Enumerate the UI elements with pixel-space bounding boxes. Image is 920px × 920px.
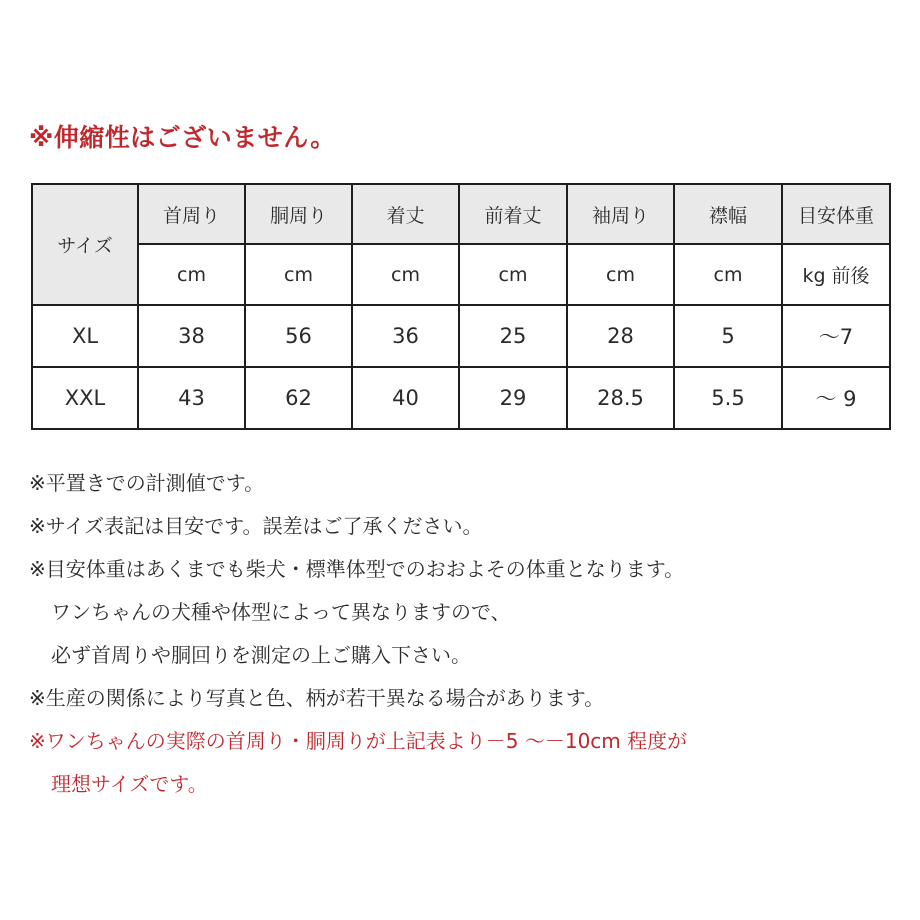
table-cell: 38 — [138, 305, 245, 367]
size-chart-table — [31, 183, 891, 430]
unit-cell: cm — [352, 244, 459, 305]
header-row — [32, 184, 890, 244]
unit-cell: cm — [459, 244, 567, 305]
unit-cell: kg 前後 — [782, 244, 890, 305]
table-cell: 25 — [459, 305, 567, 367]
table-row — [32, 367, 890, 429]
table-cell: 62 — [245, 367, 352, 429]
unit-cell: cm — [138, 244, 245, 305]
note-ideal-size: ※ワンちゃんの実際の首周り・胴周りが上記表より－5 ～－10cm 程度が — [29, 729, 688, 753]
table-cell: 43 — [138, 367, 245, 429]
table-cell: 56 — [245, 305, 352, 367]
table-cell: 40 — [352, 367, 459, 429]
size-label-cell: XXL — [32, 367, 138, 429]
unit-row — [32, 244, 890, 305]
table-cell: 5.5 — [674, 367, 782, 429]
column-header-collar: 襟幅 — [674, 184, 782, 244]
note-weight-guide: ※目安体重はあくまでも柴犬・標準体型でのおおよその体重となります。 — [29, 557, 685, 581]
unit-cell: cm — [674, 244, 782, 305]
table-cell: 29 — [459, 367, 567, 429]
unit-cell: cm — [567, 244, 674, 305]
table-cell: 36 — [352, 305, 459, 367]
column-header-front-length: 前着丈 — [459, 184, 567, 244]
note-color-variation: ※生産の関係により写真と色、柄が若干異なる場合があります。 — [29, 686, 605, 710]
note-ideal-size-line2: 理想サイズです。 — [51, 772, 208, 796]
stretch-warning: ※伸縮性はございません。 — [29, 123, 336, 152]
note-weight-guide-line3: 必ず首周りや胴回りを測定の上ご購入下さい。 — [51, 643, 471, 667]
column-header-length: 着丈 — [352, 184, 459, 244]
note-weight-guide-line2: ワンちゃんの犬種や体型によって異なりますので、 — [51, 600, 511, 624]
column-header-neck: 首周り — [138, 184, 245, 244]
note-flat-measurement: ※平置きでの計測値です。 — [29, 471, 265, 495]
table-cell: ～ 9 — [782, 367, 890, 429]
column-header-waist: 胴周り — [245, 184, 352, 244]
note-size-approximate: ※サイズ表記は目安です。誤差はご了承ください。 — [29, 514, 483, 538]
table-cell: 5 — [674, 305, 782, 367]
table-cell: 28.5 — [567, 367, 674, 429]
table-cell: 28 — [567, 305, 674, 367]
table-row — [32, 305, 890, 367]
column-header-weight: 目安体重 — [782, 184, 890, 244]
size-header-cell: サイズ — [32, 184, 138, 305]
unit-cell: cm — [245, 244, 352, 305]
table-cell: ～7 — [782, 305, 890, 367]
size-label-cell: XL — [32, 305, 138, 367]
column-header-sleeve: 袖周り — [567, 184, 674, 244]
notes-section — [29, 462, 909, 806]
